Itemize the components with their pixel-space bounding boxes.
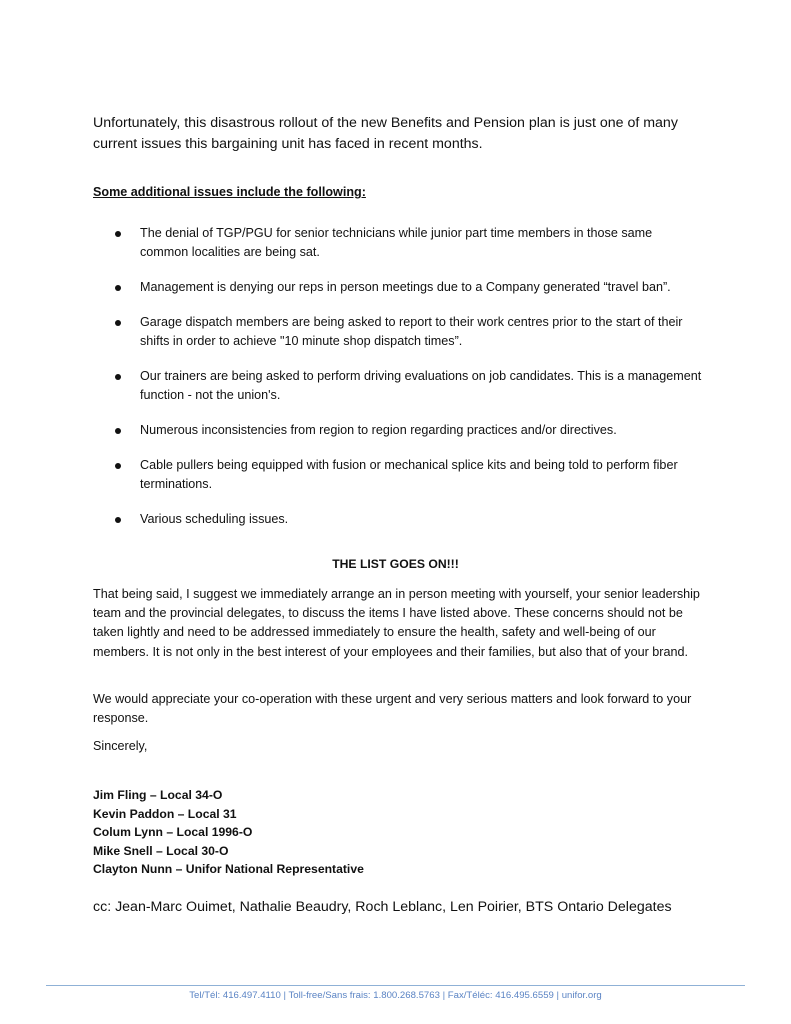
cc-line: cc: Jean-Marc Ouimet, Nathalie Beaudry, Roch Leblanc, Len Poirier, BTS Ontario Delegates (93, 899, 672, 915)
cooperation-paragraph: We would appreciate your co-operation with these urgent and very serious matters and look forward to your response. (93, 692, 692, 726)
issue-text: Cable pullers being equipped with fusion or mechanical splice kits and being told to perform fiber terminations. (140, 458, 678, 491)
signatory: Kevin Paddon – Local 31 (93, 806, 237, 821)
issue-text: Garage dispatch members are being asked to report to their work centres prior to the start of their shifts in order to achieve "10 minute shop dispatch times”. (140, 315, 683, 348)
signatory: Mike Snell – Local 30-O (93, 843, 229, 858)
signatory: Colum Lynn – Local 1996-O (93, 825, 253, 840)
meeting-paragraph: That being said, I suggest we immediately arrange an in person meeting with yourself, your senior leadership team and the provincial delegates, to discuss the items I have listed above. These concerns should not be taken lightly and need to be addressed immediately to ensure the health, safety and well-being of our members. It is not only in the best interest of your employees and their families, but also that of your brand. (93, 587, 700, 659)
issue-text: Management is denying our reps in person meetings due to a Company generated “travel ban”. (140, 280, 671, 294)
list-item (113, 510, 703, 529)
bullet-icon (115, 463, 121, 469)
signatory: Clayton Nunn – Unifor National Representative (93, 862, 364, 877)
list-item (113, 278, 703, 297)
bullet-icon (115, 285, 121, 291)
list-item (113, 456, 703, 494)
bullet-icon (115, 320, 121, 326)
footer-divider (46, 985, 745, 986)
footer-contact: Tel/Tél: 416.497.4110 | Toll-free/Sans frais: 1.800.268.5763 | Fax/Téléc: 416.495.6559 | unifor.org (189, 990, 602, 1001)
issue-text: The denial of TGP/PGU for senior technicians while junior part time members in those same common localities are being sat. (140, 226, 653, 259)
list-item (113, 421, 703, 440)
list-item (113, 313, 703, 351)
list-item (113, 224, 703, 262)
signatory-list (93, 786, 364, 879)
closing-salutation: Sincerely, (93, 739, 148, 753)
intro-paragraph: Unfortunately, this disastrous rollout of the new Benefits and Pension plan is just one of many current issues this bargaining unit has faced in recent months. (93, 115, 678, 152)
issues-heading: Some additional issues include the following: (93, 185, 366, 199)
bullet-icon (115, 428, 121, 434)
bullet-icon (115, 231, 121, 237)
emphasis-heading: THE LIST GOES ON!!! (332, 557, 459, 571)
signatory: Jim Fling – Local 34-O (93, 788, 223, 802)
issue-text: Various scheduling issues. (140, 512, 289, 526)
issue-text: Numerous inconsistencies from region to region regarding practices and/or directives. (140, 423, 617, 437)
issues-list (113, 224, 703, 529)
bullet-icon (115, 517, 121, 523)
list-item (113, 367, 703, 405)
bullet-icon (115, 374, 121, 380)
issue-text: Our trainers are being asked to perform driving evaluations on job candidates. This is a management function - not the union's. (140, 369, 702, 402)
